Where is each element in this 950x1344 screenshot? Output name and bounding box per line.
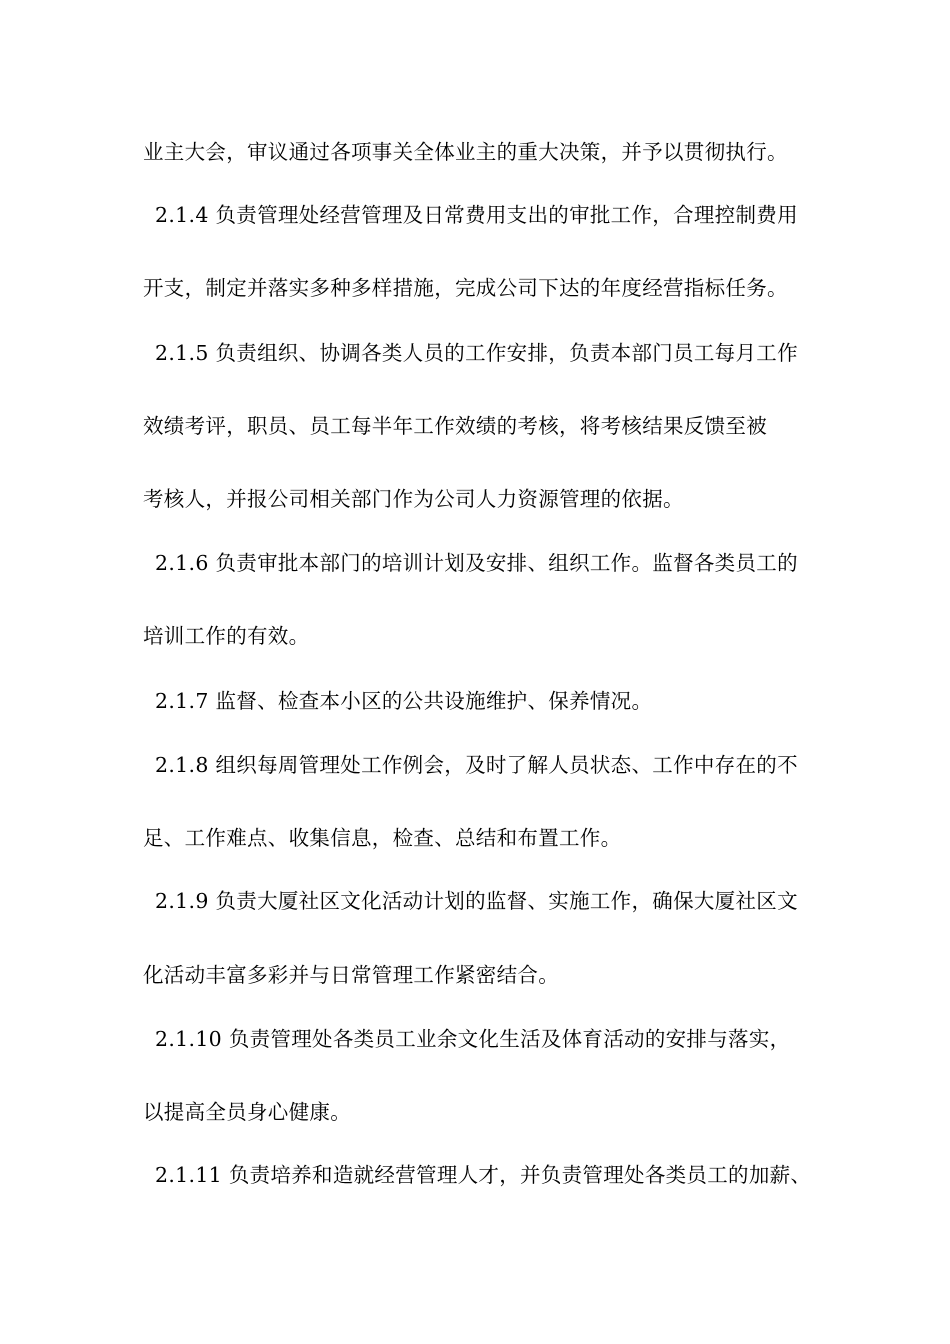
paragraph-line: 化活动丰富多彩并与日常管理工作紧密结合。 [143,963,559,987]
paragraph-line-2-1-7: 2.1.7 监督、检查本小区的公共设施维护、保养情况。 [155,689,653,713]
paragraph-line: 以提高全员身心健康。 [143,1100,351,1124]
paragraph-line-2-1-8: 2.1.8 组织每周管理处工作例会，及时了解人员状态、工作中存在的不 [155,753,798,777]
paragraph-line-2-1-5: 2.1.5 负责组织、协调各类人员的工作安排，负责本部门员工每月工作 [155,341,798,365]
paragraph-line: 开支，制定并落实多种多样措施，完成公司下达的年度经营指标任务。 [143,276,788,300]
paragraph-line: 足、工作难点、收集信息，检查、总结和布置工作。 [143,826,622,850]
paragraph-line-2-1-9: 2.1.9 负责大厦社区文化活动计划的监督、实施工作，确保大厦社区文 [155,889,798,913]
paragraph-line: 考核人，并报公司相关部门作为公司人力资源管理的依据。 [143,487,684,511]
paragraph-line-2-1-4: 2.1.4 负责管理处经营管理及日常费用支出的审批工作，合理控制费用 [155,203,798,227]
paragraph-line-2-1-6: 2.1.6 负责审批本部门的培训计划及安排、组织工作。监督各类员工的 [155,551,798,575]
paragraph-line: 效绩考评，职员、员工每半年工作效绩的考核，将考核结果反馈至被 [143,414,767,438]
paragraph-line-2-1-10: 2.1.10 负责管理处各类员工业余文化生活及体育活动的安排与落实， [155,1027,791,1051]
paragraph-line-2-1-11: 2.1.11 负责培养和造就经营管理人才，并负责管理处各类员工的加薪、 [155,1163,812,1187]
paragraph-line: 培训工作的有效。 [143,624,310,648]
paragraph-line: 业主大会，审议通过各项事关全体业主的重大决策，并予以贯彻执行。 [143,140,788,164]
